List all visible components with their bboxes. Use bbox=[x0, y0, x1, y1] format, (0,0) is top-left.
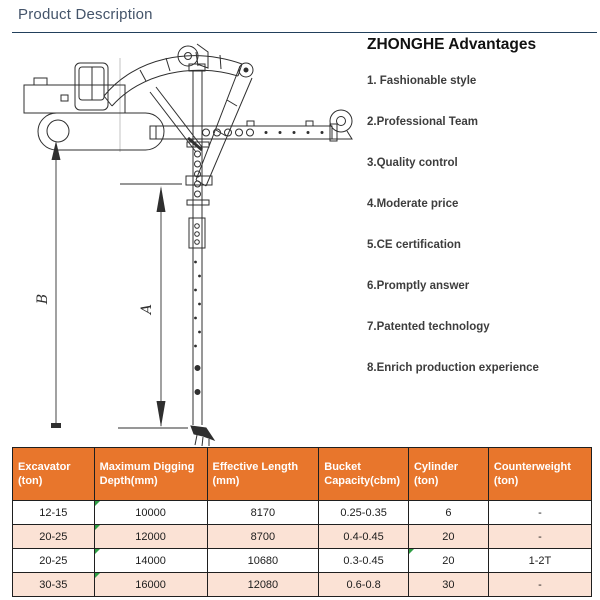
advantage-item: 8.Enrich production experience bbox=[367, 362, 539, 374]
dim-b-label: B bbox=[35, 293, 51, 305]
dimension-b bbox=[35, 141, 61, 428]
vertical-mast bbox=[178, 44, 214, 446]
advantages-list bbox=[367, 74, 592, 375]
table-cell: 20-25 bbox=[13, 549, 95, 573]
table-cell: 20-25 bbox=[13, 525, 95, 549]
advantages-heading: ZHONGHE Advantages bbox=[367, 36, 537, 53]
boom-arm bbox=[104, 52, 253, 186]
advantage-item: 6.Promptly answer bbox=[367, 280, 470, 292]
table-cell: - bbox=[488, 501, 591, 525]
table-cell: 1-2T bbox=[488, 549, 591, 573]
table-row bbox=[13, 549, 592, 573]
table-row bbox=[13, 501, 592, 525]
table-cell: 0.25-0.35 bbox=[319, 501, 409, 525]
table-cell: 10680 bbox=[207, 549, 319, 573]
table-cell: - bbox=[488, 525, 591, 549]
spec-table-header-row bbox=[13, 448, 592, 501]
column-header: Effective Length (mm) bbox=[207, 448, 319, 501]
table-cell: 14000 bbox=[94, 549, 207, 573]
advantages-panel bbox=[367, 36, 592, 402]
dimension-a bbox=[118, 184, 188, 428]
table-cell: - bbox=[488, 573, 591, 597]
table-cell: 8170 bbox=[207, 501, 319, 525]
spec-table bbox=[12, 447, 592, 597]
table-cell: 12-15 bbox=[13, 501, 95, 525]
table-cell: 20 bbox=[408, 525, 488, 549]
advantage-item: 5.CE certification bbox=[367, 239, 461, 251]
table-cell: 0.6-0.8 bbox=[319, 573, 409, 597]
table-cell: 12000 bbox=[94, 525, 207, 549]
spec-table-body bbox=[13, 501, 592, 597]
table-cell: 0.4-0.45 bbox=[319, 525, 409, 549]
table-cell: 10000 bbox=[94, 501, 207, 525]
advantage-item: 7.Patented technology bbox=[367, 321, 490, 333]
table-cell: 16000 bbox=[94, 573, 207, 597]
horizontal-beam bbox=[150, 110, 352, 141]
advantage-item: 4.Moderate price bbox=[367, 198, 459, 210]
table-cell: 20 bbox=[408, 549, 488, 573]
advantage-item: 3.Quality control bbox=[367, 157, 458, 169]
advantage-item: 2.Professional Team bbox=[367, 116, 478, 128]
column-header: Counterweight (ton) bbox=[488, 448, 591, 501]
table-row bbox=[13, 525, 592, 549]
table-cell: 6 bbox=[408, 501, 488, 525]
column-header: Bucket Capacity(cbm) bbox=[319, 448, 409, 501]
dim-a-label: A bbox=[139, 303, 155, 315]
column-header: Excavator (ton) bbox=[13, 448, 95, 501]
advantage-item: 1. Fashionable style bbox=[367, 75, 477, 87]
table-cell: 30 bbox=[408, 573, 488, 597]
table-cell: 12080 bbox=[207, 573, 319, 597]
table-cell: 30-35 bbox=[13, 573, 95, 597]
table-cell: 0.3-0.45 bbox=[319, 549, 409, 573]
table-cell: 8700 bbox=[207, 525, 319, 549]
bucket-tip bbox=[191, 426, 214, 446]
page-title: Product Description bbox=[18, 6, 153, 23]
table-row bbox=[13, 573, 592, 597]
column-header: Cylinder (ton) bbox=[408, 448, 488, 501]
column-header: Maximum Digging Depth(mm) bbox=[94, 448, 207, 501]
